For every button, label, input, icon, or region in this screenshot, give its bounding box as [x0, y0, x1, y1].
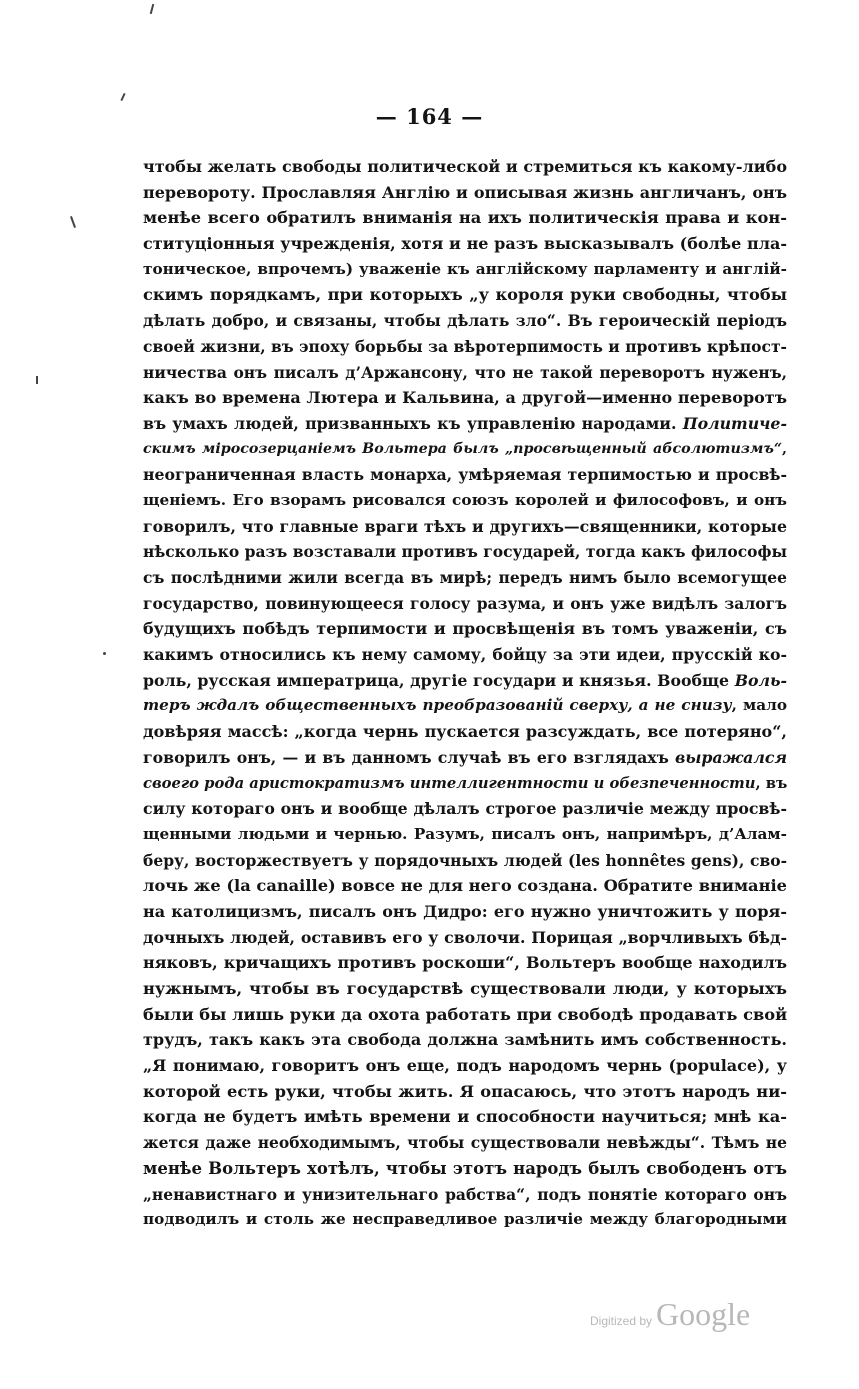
text-line — [143, 1182, 787, 1208]
text-line — [143, 282, 787, 308]
text-line — [143, 848, 787, 874]
text-line — [143, 1104, 787, 1130]
text-line — [143, 1002, 787, 1028]
text-segment: дочныхъ людей, оставивъ его у сволочи. Порицая „ворчливыхъ бѣд- — [143, 927, 787, 947]
text-segment: , въ — [755, 774, 787, 792]
scan-speck — [36, 376, 38, 384]
page-number: — 164 — — [375, 104, 484, 129]
italic-text-segment: выражался — [674, 747, 787, 767]
text-segment: нужнымъ, чтобы въ государствѣ существовали люди, у которыхъ — [143, 979, 787, 998]
text-line — [143, 719, 787, 745]
text-line — [143, 231, 787, 257]
text-segment: скимъ порядкамъ, при которыхъ „у короля руки свободны, чтобы — [143, 285, 787, 305]
text-line — [143, 180, 787, 206]
text-segment: , мало — [731, 696, 787, 715]
italic-text-segment: теръ ждалъ общественныхъ преобразованій сверху, а не снизу — [143, 696, 732, 715]
watermark-small-text: Digitized by — [590, 1314, 653, 1328]
text-segment: нѣсколько разъ возставали противъ государей, тогда какъ философы — [143, 542, 787, 562]
text-segment: щенными людьми и чернью. Разумъ, писалъ онъ, напримѣръ, д’Алам- — [143, 824, 787, 843]
text-line — [143, 411, 787, 437]
text-segment: менѣе всего обратилъ вниманія на ихъ политическія права и кон- — [143, 208, 787, 228]
text-line — [143, 334, 787, 360]
text-segment: какимъ относились къ нему самому, бойцу за эти идеи, прусскій ко- — [143, 645, 787, 665]
text-segment: „ненавистнаго и унизительнаго рабства“, подъ понятіе котораго онъ — [143, 1184, 787, 1204]
text-segment: говорилъ онъ, — и въ данномъ случаѣ въ его взглядахъ — [143, 747, 675, 767]
text-line — [143, 1207, 787, 1233]
text-segment: когда не будетъ имѣть времени и способности научиться; мнѣ ка- — [143, 1107, 787, 1127]
text-segment: говорилъ, что главные враги тѣхъ и другихъ—священники, которые — [143, 516, 787, 536]
text-segment: беру, восторжествуетъ у порядочныхъ людей (les honnêtes gens), сво- — [143, 850, 787, 870]
text-segment: няковъ, кричащихъ противъ роскоши“, Вольтеръ вообще находилъ — [143, 953, 787, 973]
text-segment: щеніемъ. Его взорамъ рисовался союзъ королей и философовъ, и онъ — [143, 490, 787, 509]
text-line — [143, 308, 787, 334]
text-segment: трудъ, такъ какъ эта свобода должна замѣнить имъ собственность. — [143, 1030, 787, 1050]
digitized-by-google-watermark — [590, 1296, 750, 1333]
italic-text-segment: своего рода аристократизмъ интеллигентности и обезпеченности — [143, 774, 756, 792]
text-segment: дѣлать добро, и связаны, чтобы дѣлать зло“. Въ героическій періодъ — [143, 311, 787, 331]
text-line — [143, 642, 787, 668]
text-segment: неограниченная власть монарха, умѣряемая терпимостью и просвѣ- — [143, 465, 787, 485]
italic-text-segment: скимъ міросозерцаніемъ Вольтера былъ „просвѣщенный абсолютизмъ“ — [143, 440, 783, 457]
text-line — [143, 899, 787, 925]
text-line — [143, 873, 787, 899]
scan-speck — [103, 652, 106, 655]
text-segment: въ умахъ людей, призванныхъ къ управленію народами. — [143, 413, 683, 433]
text-line — [143, 925, 787, 951]
text-segment: были бы лишь руки да охота работать при свободѣ продавать свой — [143, 1004, 787, 1024]
text-line — [143, 976, 787, 1002]
text-segment: , — [782, 440, 787, 457]
text-line — [143, 462, 787, 488]
text-line — [143, 514, 787, 540]
text-segment: на католицизмъ, писалъ онъ Дидро: его нужно уничтожить у поря- — [143, 901, 787, 921]
text-line — [143, 591, 787, 617]
text-line — [143, 360, 787, 386]
text-segment: будущихъ побѣдъ терпимости и просвѣщенія въ томъ уваженіи, съ — [143, 619, 787, 639]
text-segment: довѣряя массѣ: „когда чернь пускается разсуждать, все потеряно“, — [143, 722, 787, 742]
text-line — [143, 565, 787, 591]
text-segment: перевороту. Прославляя Англію и описывая жизнь англичанъ, онъ — [143, 182, 787, 202]
italic-text-segment: Воль- — [734, 670, 787, 690]
body-text — [143, 154, 787, 1233]
text-segment: ституціонныя учрежденія, хотя и не разъ высказывалъ (болѣе пла- — [143, 234, 787, 254]
text-segment: какъ во времена Лютера и Кальвина, а другой—именно переворотъ — [143, 388, 787, 408]
text-line — [143, 796, 787, 822]
text-segment: тоническое, впрочемъ) уваженіе къ англійскому парламенту и англій- — [143, 259, 787, 278]
text-line — [143, 771, 787, 797]
text-segment: чтобы желать свободы политической и стремиться къ какому-либо — [143, 157, 787, 176]
text-segment: менѣе Вольтеръ хотѣлъ, чтобы этотъ народъ былъ свободенъ отъ — [143, 1158, 787, 1178]
text-segment: жется даже необходимымъ, чтобы существовали невѣжды“. Тѣмъ не — [143, 1133, 787, 1153]
text-segment: которой есть руки, чтобы жить. Я опасаюсь, что этотъ народъ ни- — [143, 1081, 787, 1101]
text-line — [143, 1053, 787, 1079]
text-line — [143, 950, 787, 976]
scan-speck — [70, 216, 76, 228]
text-line — [143, 488, 787, 514]
text-segment: подводилъ и столь же несправедливое различіе между благородными — [143, 1210, 787, 1229]
text-segment: роль, русская императрица, другіе государи и князья. Вообще — [143, 670, 735, 690]
text-line — [143, 616, 787, 642]
text-line — [143, 437, 787, 463]
text-line — [143, 668, 787, 694]
text-segment: ничества онъ писалъ д’Аржансону, что не такой переворотъ нуженъ, — [143, 362, 787, 382]
text-line — [143, 1027, 787, 1053]
text-segment: „Я понимаю, говоритъ онъ еще, подъ народомъ чернь (populace), у — [143, 1056, 787, 1076]
italic-text-segment: Политиче- — [682, 413, 787, 433]
text-segment: силу котораго онъ и вообще дѣлалъ строгое различіе между просвѣ- — [143, 799, 787, 819]
text-line — [143, 154, 787, 180]
scan-speck — [120, 93, 125, 101]
text-line — [143, 1156, 787, 1182]
text-line — [143, 693, 787, 719]
text-line — [143, 822, 787, 848]
text-line — [143, 205, 787, 231]
text-line — [143, 257, 787, 283]
text-line — [143, 1130, 787, 1156]
text-segment: съ послѣдними жили всегда въ мирѣ; передъ нимъ было всемогущее — [143, 568, 787, 587]
text-segment: государство, повинующееся голосу разума, и онъ уже видѣлъ залогъ — [143, 593, 787, 613]
google-logo: Google — [656, 1296, 751, 1332]
text-line — [143, 1079, 787, 1105]
text-segment: своей жизни, въ эпоху борьбы за вѣротерпимость и противъ крѣпост- — [143, 336, 787, 356]
scan-speck — [150, 4, 155, 14]
text-line — [143, 539, 787, 565]
text-segment: лочь же (la canaille) вовсе не для него создана. Обратите вниманіе — [143, 876, 787, 896]
text-line — [143, 385, 787, 411]
text-line — [143, 745, 787, 771]
